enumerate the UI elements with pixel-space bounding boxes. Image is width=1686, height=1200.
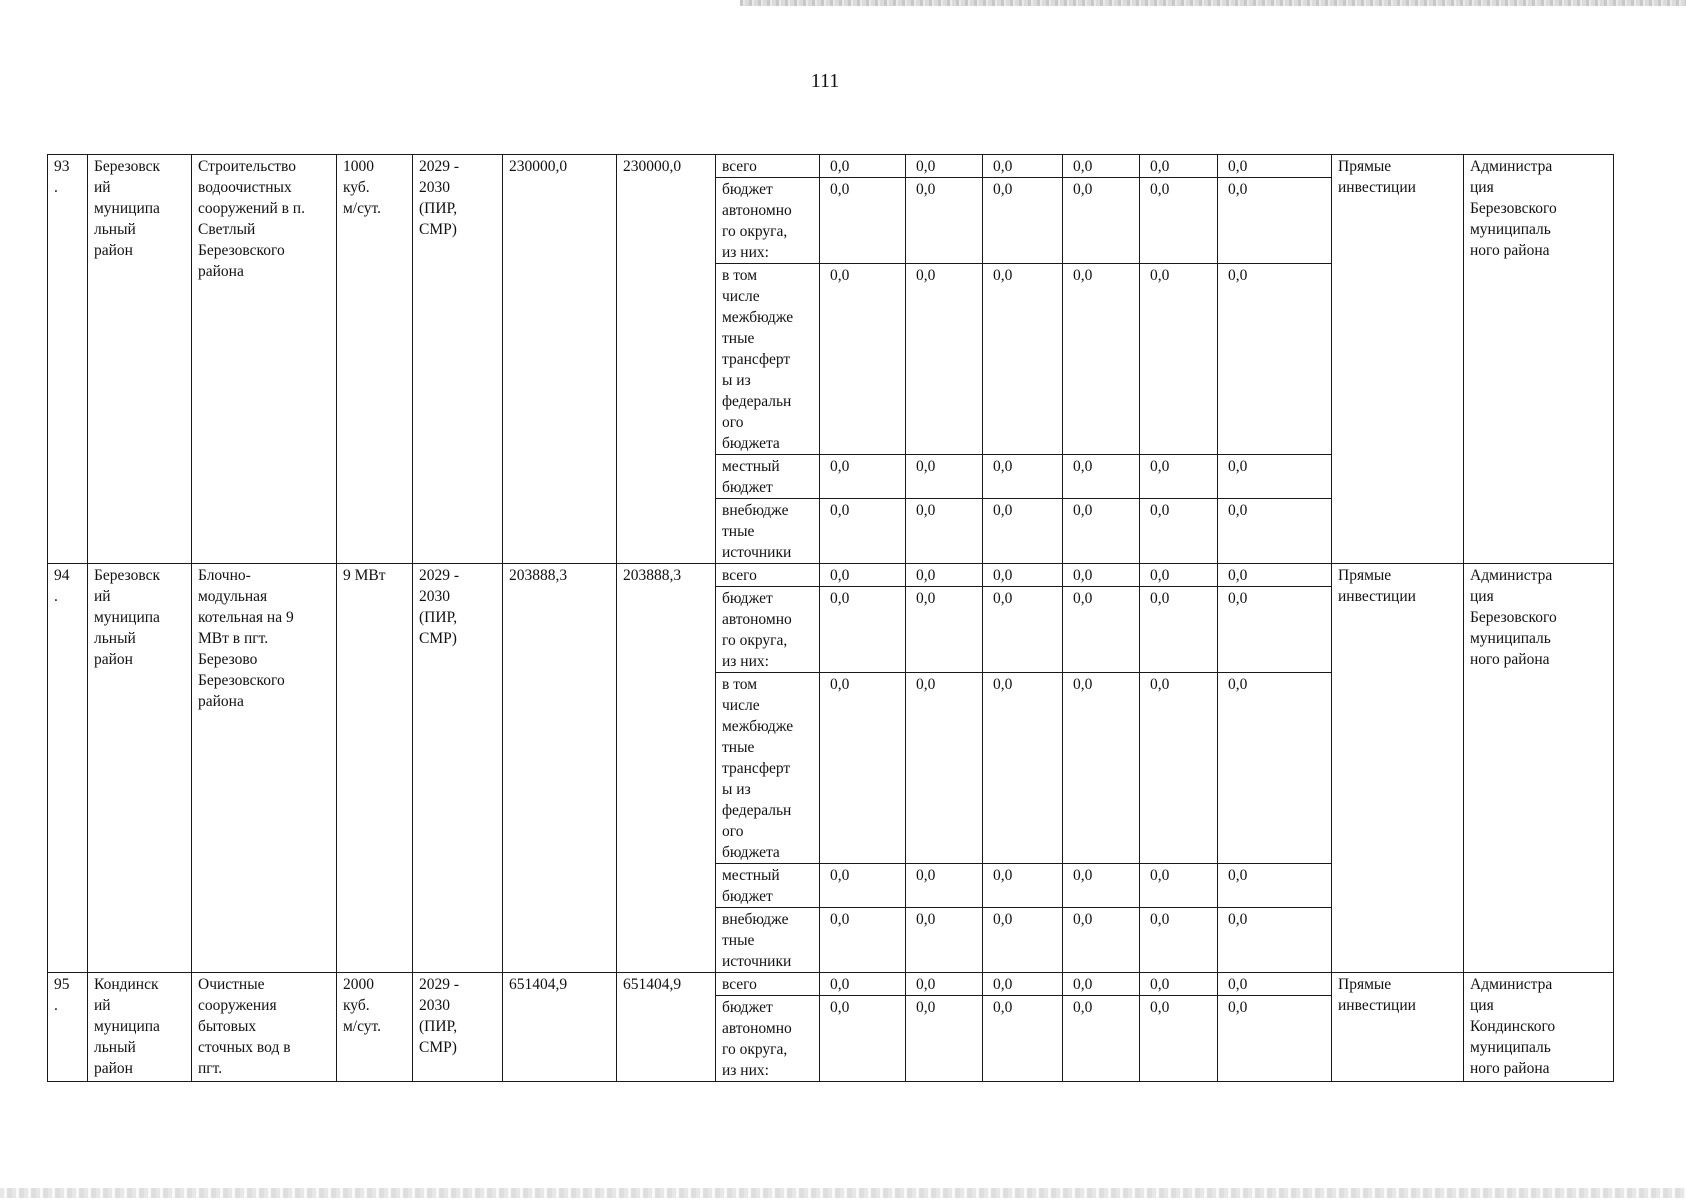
- estimated-cost: 651404,9: [503, 973, 617, 1082]
- funding-value: 0,0: [1063, 178, 1140, 264]
- funding-value: 0,0: [1218, 564, 1332, 587]
- funding-source: бюджет автономно го округа, из них:: [716, 178, 820, 264]
- responsible-authority: Администра ция Березовского муниципаль ного района: [1464, 155, 1614, 564]
- page-number: 111: [810, 70, 840, 92]
- responsible-authority: Администра ция Кондинского муниципаль ного района: [1464, 973, 1614, 1082]
- funding-value: 0,0: [820, 996, 906, 1082]
- funding-value: 0,0: [906, 264, 983, 455]
- funding-value: 0,0: [1218, 499, 1332, 564]
- funding-source: всего: [716, 973, 820, 996]
- funding-value: 0,0: [906, 564, 983, 587]
- funding-value: 0,0: [820, 155, 906, 178]
- funding-value: 0,0: [983, 178, 1063, 264]
- funding-value: 0,0: [1063, 587, 1140, 673]
- funding-value: 0,0: [1218, 264, 1332, 455]
- project-number: 95 .: [48, 973, 88, 1082]
- funding-source: местный бюджет: [716, 455, 820, 499]
- funding-value: 0,0: [983, 455, 1063, 499]
- funding-value: 0,0: [1063, 455, 1140, 499]
- funding-value: 0,0: [983, 264, 1063, 455]
- scan-edge-top: [740, 0, 1686, 6]
- estimated-cost: 203888,3: [503, 564, 617, 973]
- funding-value: 0,0: [1140, 908, 1218, 973]
- funding-value: 0,0: [820, 564, 906, 587]
- funding-value: 0,0: [1063, 155, 1140, 178]
- funding-value: 0,0: [1063, 264, 1140, 455]
- remaining-cost: 651404,9: [617, 973, 716, 1082]
- remaining-cost: 230000,0: [617, 155, 716, 564]
- implementation-period: 2029 - 2030 (ПИР, СМР): [413, 973, 503, 1082]
- funding-value: 0,0: [820, 673, 906, 864]
- funding-source: бюджет автономно го округа, из них:: [716, 996, 820, 1082]
- funding-value: 0,0: [820, 499, 906, 564]
- funding-value: 0,0: [820, 178, 906, 264]
- table-row: [48, 155, 1614, 178]
- object-name: Строительство водоочистных сооружений в п. Светлый Березовского района: [192, 155, 337, 564]
- funding-value: 0,0: [906, 908, 983, 973]
- funding-value: 0,0: [1140, 455, 1218, 499]
- funding-value: 0,0: [906, 155, 983, 178]
- funding-value: 0,0: [906, 673, 983, 864]
- funding-value: 0,0: [1140, 673, 1218, 864]
- funding-value: 0,0: [983, 155, 1063, 178]
- investment-type: Прямые инвестиции: [1332, 564, 1464, 973]
- funding-value: 0,0: [1218, 864, 1332, 908]
- funding-value: 0,0: [820, 908, 906, 973]
- funding-value: 0,0: [906, 499, 983, 564]
- funding-value: 0,0: [1218, 155, 1332, 178]
- funding-value: 0,0: [906, 587, 983, 673]
- funding-value: 0,0: [983, 499, 1063, 564]
- responsible-authority: Администра ция Березовского муниципаль ного района: [1464, 564, 1614, 973]
- funding-value: 0,0: [906, 864, 983, 908]
- investment-table: [47, 154, 1614, 1082]
- funding-value: 0,0: [1218, 973, 1332, 996]
- object-name: Блочно- модульная котельная на 9 МВт в пгт. Березово Березовского района: [192, 564, 337, 973]
- investment-type: Прямые инвестиции: [1332, 155, 1464, 564]
- funding-value: 0,0: [1063, 564, 1140, 587]
- implementation-period: 2029 - 2030 (ПИР, СМР): [413, 564, 503, 973]
- funding-value: 0,0: [1140, 864, 1218, 908]
- funding-source: всего: [716, 155, 820, 178]
- funding-value: 0,0: [1063, 908, 1140, 973]
- table-row: [48, 973, 1614, 996]
- funding-value: 0,0: [1140, 499, 1218, 564]
- funding-value: 0,0: [820, 455, 906, 499]
- funding-value: 0,0: [906, 178, 983, 264]
- funding-value: 0,0: [1140, 587, 1218, 673]
- funding-value: 0,0: [1063, 864, 1140, 908]
- district-name: Кондинск ий муниципа льный район: [88, 973, 192, 1082]
- implementation-period: 2029 - 2030 (ПИР, СМР): [413, 155, 503, 564]
- funding-value: 0,0: [983, 673, 1063, 864]
- funding-value: 0,0: [983, 996, 1063, 1082]
- funding-value: 0,0: [1140, 564, 1218, 587]
- table-row: [48, 564, 1614, 587]
- object-name: Очистные сооружения бытовых сточных вод в пгт.: [192, 973, 337, 1082]
- funding-value: 0,0: [983, 587, 1063, 673]
- district-name: Березовск ий муниципа льный район: [88, 155, 192, 564]
- funding-value: 0,0: [1140, 178, 1218, 264]
- district-name: Березовск ий муниципа льный район: [88, 564, 192, 973]
- funding-value: 0,0: [820, 864, 906, 908]
- capacity: 2000 куб. м/сут.: [337, 973, 413, 1082]
- project-number: 94 .: [48, 564, 88, 973]
- capacity: 9 МВт: [337, 564, 413, 973]
- funding-source: бюджет автономно го округа, из них:: [716, 587, 820, 673]
- funding-value: 0,0: [1063, 996, 1140, 1082]
- funding-value: 0,0: [1063, 499, 1140, 564]
- funding-value: 0,0: [1218, 908, 1332, 973]
- scan-edge-bottom: [0, 1188, 1686, 1198]
- estimated-cost: 230000,0: [503, 155, 617, 564]
- funding-value: 0,0: [983, 973, 1063, 996]
- funding-value: 0,0: [906, 455, 983, 499]
- funding-value: 0,0: [1218, 178, 1332, 264]
- investment-type: Прямые инвестиции: [1332, 973, 1464, 1082]
- funding-value: 0,0: [1218, 587, 1332, 673]
- funding-source: в том числе межбюдже тные трансферт ы из федеральн ого бюджета: [716, 673, 820, 864]
- funding-value: 0,0: [1140, 996, 1218, 1082]
- funding-value: 0,0: [1140, 264, 1218, 455]
- funding-value: 0,0: [1218, 673, 1332, 864]
- funding-value: 0,0: [820, 973, 906, 996]
- funding-value: 0,0: [1140, 155, 1218, 178]
- funding-source: в том числе межбюдже тные трансферт ы из федеральн ого бюджета: [716, 264, 820, 455]
- funding-value: 0,0: [1218, 996, 1332, 1082]
- funding-value: 0,0: [820, 587, 906, 673]
- funding-value: 0,0: [1063, 673, 1140, 864]
- funding-value: 0,0: [983, 864, 1063, 908]
- funding-value: 0,0: [1140, 973, 1218, 996]
- funding-value: 0,0: [1063, 973, 1140, 996]
- funding-source: всего: [716, 564, 820, 587]
- project-number: 93 .: [48, 155, 88, 564]
- funding-value: 0,0: [983, 908, 1063, 973]
- table-body: [48, 155, 1614, 1082]
- remaining-cost: 203888,3: [617, 564, 716, 973]
- funding-value: 0,0: [906, 973, 983, 996]
- funding-source: внебюдже тные источники: [716, 908, 820, 973]
- funding-value: 0,0: [906, 996, 983, 1082]
- funding-value: 0,0: [820, 264, 906, 455]
- funding-source: внебюдже тные источники: [716, 499, 820, 564]
- funding-source: местный бюджет: [716, 864, 820, 908]
- funding-value: 0,0: [983, 564, 1063, 587]
- capacity: 1000 куб. м/сут.: [337, 155, 413, 564]
- funding-value: 0,0: [1218, 455, 1332, 499]
